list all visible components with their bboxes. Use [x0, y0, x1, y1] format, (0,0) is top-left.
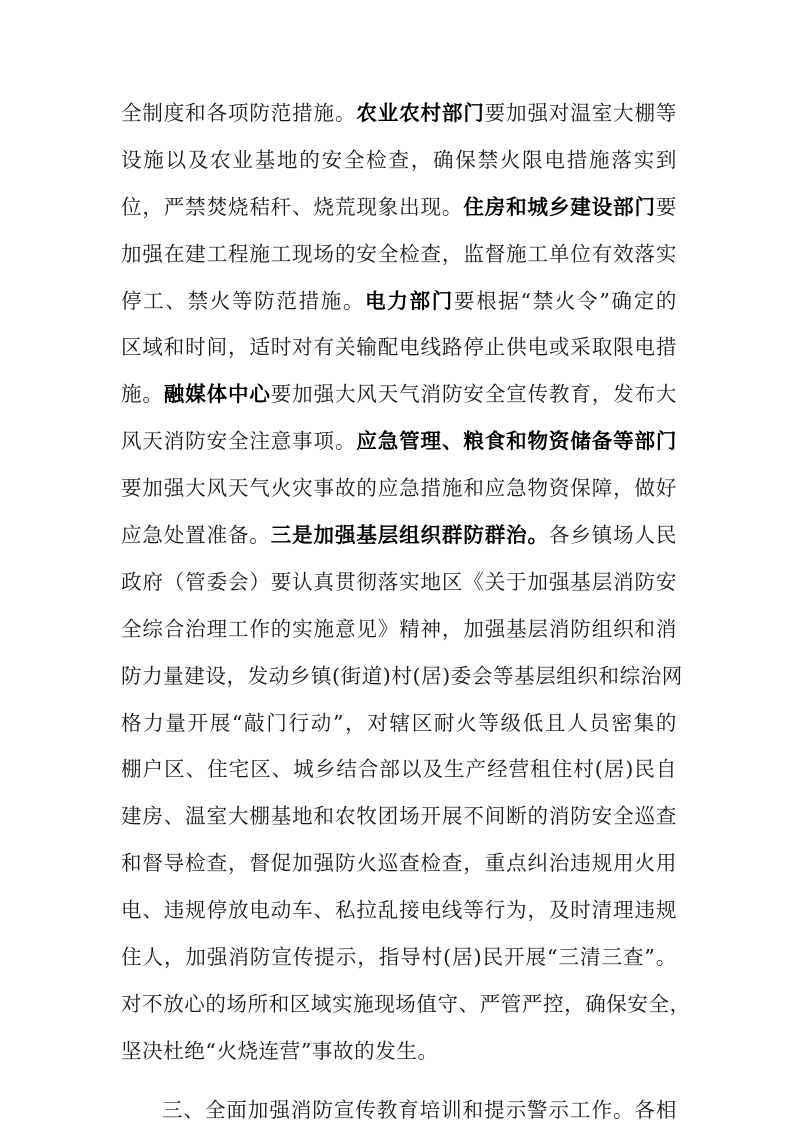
text-line [121, 746, 677, 793]
text-run: 应急处置准备。 [121, 523, 271, 548]
text-line [121, 606, 677, 653]
text-line [121, 512, 677, 559]
text-run: 要加强对温室大棚等 [484, 101, 677, 125]
text-line [121, 278, 677, 325]
text-run: 全制度和各项防范措施。 [121, 101, 357, 125]
text-run: 防力量建设，发动乡镇(街道)村(居)委会等基层组织和综治网 [121, 663, 683, 688]
text-run: 要加强大风天气火灾事故的应急措施和应急物资保障，做好 [121, 476, 677, 501]
text-line [121, 934, 677, 981]
text-line [121, 981, 691, 1028]
bold-phrase: 电力部门 [365, 288, 454, 313]
text-run: 棚户区、住宅区、城乡结合部以及生产经营租住村(居)民自 [121, 757, 677, 782]
text-line [121, 137, 677, 184]
text-line [121, 700, 677, 747]
text-run: 建房、温室大棚基地和农牧团场开展不间断的消防安全巡查 [121, 804, 677, 829]
bold-phrase: 应急管理、粮食和物资储备等部门 [356, 429, 677, 454]
text-run: 要加强大风天气消防安全宣传教育，发布大 [270, 382, 678, 407]
text-run: 坚决杜绝“火烧连营”事故的发生。 [121, 1038, 439, 1063]
text-line [121, 840, 677, 887]
text-run: 和督导检查，督促加强防火巡查检查，重点纠治违规用火用 [121, 851, 677, 876]
bold-phrase: 融媒体中心 [163, 382, 271, 407]
text-run: 全综合治理工作的实施意见》精神，加强基层消防组织和消 [121, 616, 677, 641]
text-line [121, 653, 683, 700]
section-heading: 三、全面加强消防宣传教育培训和提示警示工作。各相 [162, 1097, 677, 1122]
text-line [121, 324, 677, 371]
text-line [121, 231, 677, 278]
text-run: 设施以及农业基地的安全检查，确保禁火限电措施落实到 [121, 147, 677, 172]
text-line [121, 184, 677, 231]
text-line [121, 465, 677, 512]
text-run: 政府（管委会）要认真贯彻落实地区《关于加强基层消防安 [121, 569, 677, 594]
text-line [121, 90, 677, 137]
text-run: 风天消防安全注意事项。 [121, 429, 357, 454]
bold-phrase: 三是加强基层组织群防群治。 [270, 523, 549, 548]
document-body [121, 90, 691, 1134]
text-line [121, 1028, 677, 1075]
bold-phrase: 住房和城乡建设部门 [463, 194, 656, 219]
text-line [121, 371, 677, 418]
text-line [121, 418, 677, 465]
text-run: 区域和时间，适时对有关输配电线路停止供电或采取限电措 [121, 335, 677, 360]
text-run: 各乡镇场人民 [548, 523, 677, 548]
text-run: 电、违规停放电动车、私拉乱接电线等行为，及时清理违规 [121, 898, 677, 923]
text-run: 位，严禁焚烧秸秆、烧荒现象出现。 [121, 194, 464, 219]
text-run: 施。 [121, 382, 164, 407]
paragraph [121, 90, 691, 1075]
text-run: 要 [655, 194, 677, 219]
text-run: 要根据“禁火令”确定的 [453, 288, 677, 313]
bold-phrase: 农业农村部门 [356, 101, 485, 125]
text-run: 对不放心的场所和区域实施现场值守、严管严控，确保安全， [121, 991, 691, 1016]
text-run: 加强在建工程施工现场的安全检查，监督施工单位有效落实 [121, 241, 677, 266]
text-line [121, 793, 677, 840]
text-line [121, 887, 677, 934]
text-run: 停工、禁火等防范措施。 [121, 288, 366, 313]
text-run: 住人，加强消防宣传提示，指导村(居)民开展“三清三查”。 [121, 945, 677, 970]
text-line [121, 559, 677, 606]
text-run: 格力量开展“敲门行动”，对辖区耐火等级低且人员密集的 [121, 710, 677, 735]
